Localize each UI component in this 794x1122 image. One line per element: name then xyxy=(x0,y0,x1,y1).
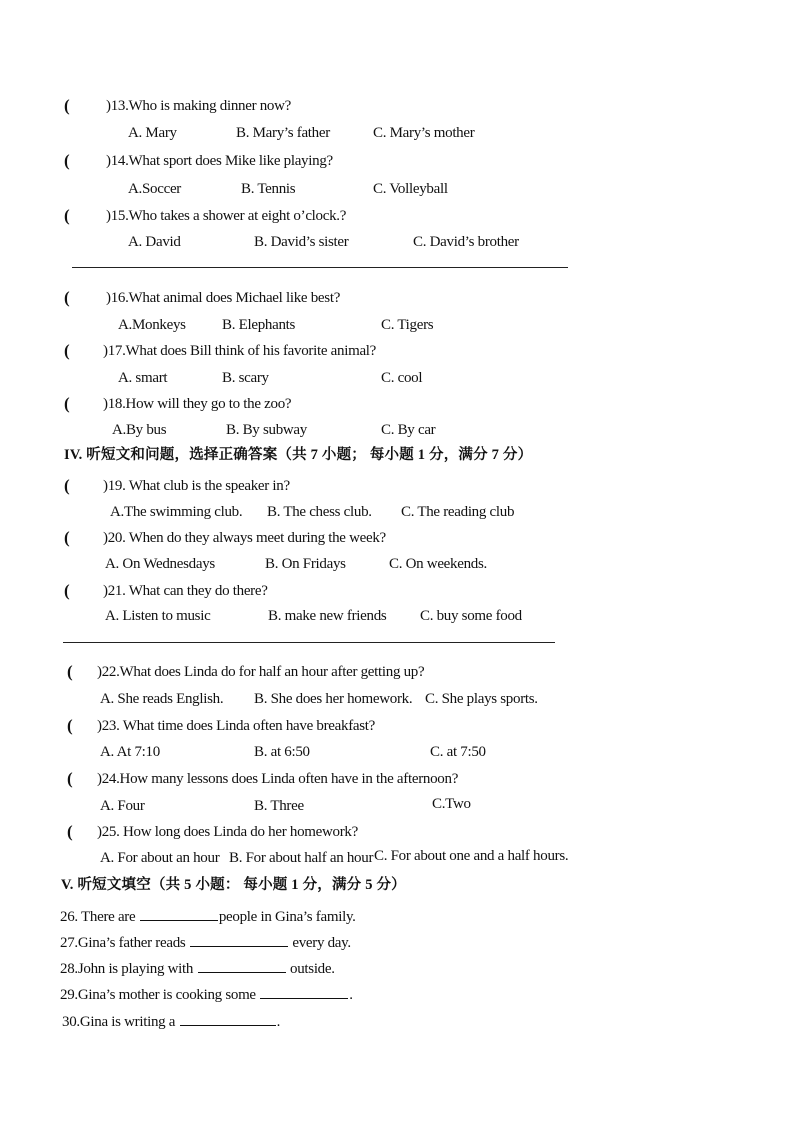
section-v-title: V. 听短文填空（共 5 小题： 每小题 1 分，满分 5 分） xyxy=(61,877,406,893)
question-22: )22.What does Linda do for half an hour after getting up? xyxy=(97,664,425,680)
fill-text-before: 28.John is playing with xyxy=(60,961,197,977)
option-b: B. She does her homework. xyxy=(254,691,413,707)
answer-bracket[interactable]: ( xyxy=(64,151,70,170)
fill-blank-30[interactable] xyxy=(180,1011,276,1026)
option-a: A. For about an hour xyxy=(100,850,220,866)
option-b: B. Elephants xyxy=(222,317,296,333)
question-21: )21. What can they do there? xyxy=(103,583,268,599)
option-a: A. Listen to music xyxy=(105,608,211,624)
answer-bracket[interactable]: ( xyxy=(64,394,70,413)
answer-bracket[interactable]: ( xyxy=(67,769,73,788)
answer-bracket[interactable]: ( xyxy=(64,581,70,600)
answer-bracket[interactable]: ( xyxy=(64,528,70,547)
option-c: C. The reading club xyxy=(401,504,515,520)
option-b: B. By subway xyxy=(226,422,307,438)
option-c: C. Volleyball xyxy=(373,181,448,197)
question-25: )25. How long does Linda do her homework? xyxy=(97,824,358,840)
fill-text-before: 26. There are xyxy=(60,909,139,925)
option-a: A. She reads English. xyxy=(100,691,224,707)
option-a: A.The swimming club. xyxy=(110,504,243,520)
option-c: C. For about one and a half hours. xyxy=(374,848,569,864)
question-19: )19. What club is the speaker in? xyxy=(103,478,290,494)
option-a: A.Soccer xyxy=(128,181,181,197)
option-c: C. On weekends. xyxy=(389,556,487,572)
fill-text-after: . xyxy=(276,1014,281,1030)
option-c: C. She plays sports. xyxy=(425,691,538,707)
option-a: A. Mary xyxy=(128,125,177,141)
question-15: )15.Who takes a shower at eight o’clock.? xyxy=(106,208,347,224)
fill-text-after: outside. xyxy=(286,961,335,977)
fill-blank-27[interactable] xyxy=(190,932,288,947)
option-b: B. at 6:50 xyxy=(254,744,310,760)
fill-text-after: every day. xyxy=(288,935,351,951)
option-c: C. By car xyxy=(381,422,436,438)
option-b: B. make new friends xyxy=(268,608,387,624)
option-a: A. smart xyxy=(118,370,168,386)
fill-item-30 xyxy=(62,1011,280,1031)
option-a: A. Four xyxy=(100,798,145,814)
answer-bracket[interactable]: ( xyxy=(64,206,70,225)
fill-item-26 xyxy=(60,906,356,926)
fill-text-before: 30.Gina is writing a xyxy=(62,1014,179,1030)
option-b: B. On Fridays xyxy=(265,556,346,572)
option-c: C. at 7:50 xyxy=(430,744,486,760)
section-iv-title: IV. 听短文和问题，选择正确答案（共 7 小题； 每小题 1 分，满分 7 分） xyxy=(64,447,533,463)
option-c: C. buy some food xyxy=(420,608,522,624)
option-b: B. Tennis xyxy=(241,181,296,197)
fill-item-29 xyxy=(60,984,353,1004)
fill-item-28 xyxy=(60,958,335,978)
answer-bracket[interactable]: ( xyxy=(64,341,70,360)
answer-bracket[interactable]: ( xyxy=(64,288,70,307)
fill-blank-26[interactable] xyxy=(140,906,218,921)
option-b: B. scary xyxy=(222,370,269,386)
fill-text-after: people in Gina’s family. xyxy=(218,909,356,925)
answer-bracket[interactable]: ( xyxy=(67,822,73,841)
fill-blank-29[interactable] xyxy=(260,984,348,999)
question-13: )13.Who is making dinner now? xyxy=(106,98,292,114)
option-a: A.Monkeys xyxy=(118,317,186,333)
fill-text-after: . xyxy=(349,987,353,1003)
option-b: B. For about half an hour xyxy=(229,850,374,866)
option-a: A. David xyxy=(128,234,181,250)
answer-bracket[interactable]: ( xyxy=(64,476,70,495)
option-c: C. Tigers xyxy=(381,317,434,333)
answer-bracket[interactable]: ( xyxy=(67,716,73,735)
option-c: C. David’s brother xyxy=(413,234,519,250)
option-b: B. David’s sister xyxy=(254,234,349,250)
question-20: )20. When do they always meet during the week? xyxy=(103,530,386,546)
option-b: B. Three xyxy=(254,798,304,814)
question-16: )16.What animal does Michael like best? xyxy=(106,290,341,306)
question-23: )23. What time does Linda often have breakfast? xyxy=(97,718,376,734)
section-divider xyxy=(63,642,555,643)
option-a: A. On Wednesdays xyxy=(105,556,215,572)
fill-text-before: 29.Gina’s mother is cooking some xyxy=(60,987,260,1003)
question-14: )14.What sport does Mike like playing? xyxy=(106,153,333,169)
option-b: B. Mary’s father xyxy=(236,125,330,141)
question-24: )24.How many lessons does Linda often have in the afternoon? xyxy=(97,771,459,787)
answer-bracket[interactable]: ( xyxy=(67,662,73,681)
fill-text-before: 27.Gina’s father reads xyxy=(60,935,189,951)
question-18: )18.How will they go to the zoo? xyxy=(103,396,292,412)
fill-blank-28[interactable] xyxy=(198,958,286,973)
option-c: C. cool xyxy=(381,370,423,386)
option-a: A.By bus xyxy=(112,422,167,438)
fill-item-27 xyxy=(60,932,351,952)
option-a: A. At 7:10 xyxy=(100,744,160,760)
option-c: C. Mary’s mother xyxy=(373,125,475,141)
section-divider xyxy=(72,267,568,268)
answer-bracket[interactable]: ( xyxy=(64,96,70,115)
option-b: B. The chess club. xyxy=(267,504,372,520)
question-17: )17.What does Bill think of his favorite animal? xyxy=(103,343,377,359)
option-c: C.Two xyxy=(432,796,471,812)
